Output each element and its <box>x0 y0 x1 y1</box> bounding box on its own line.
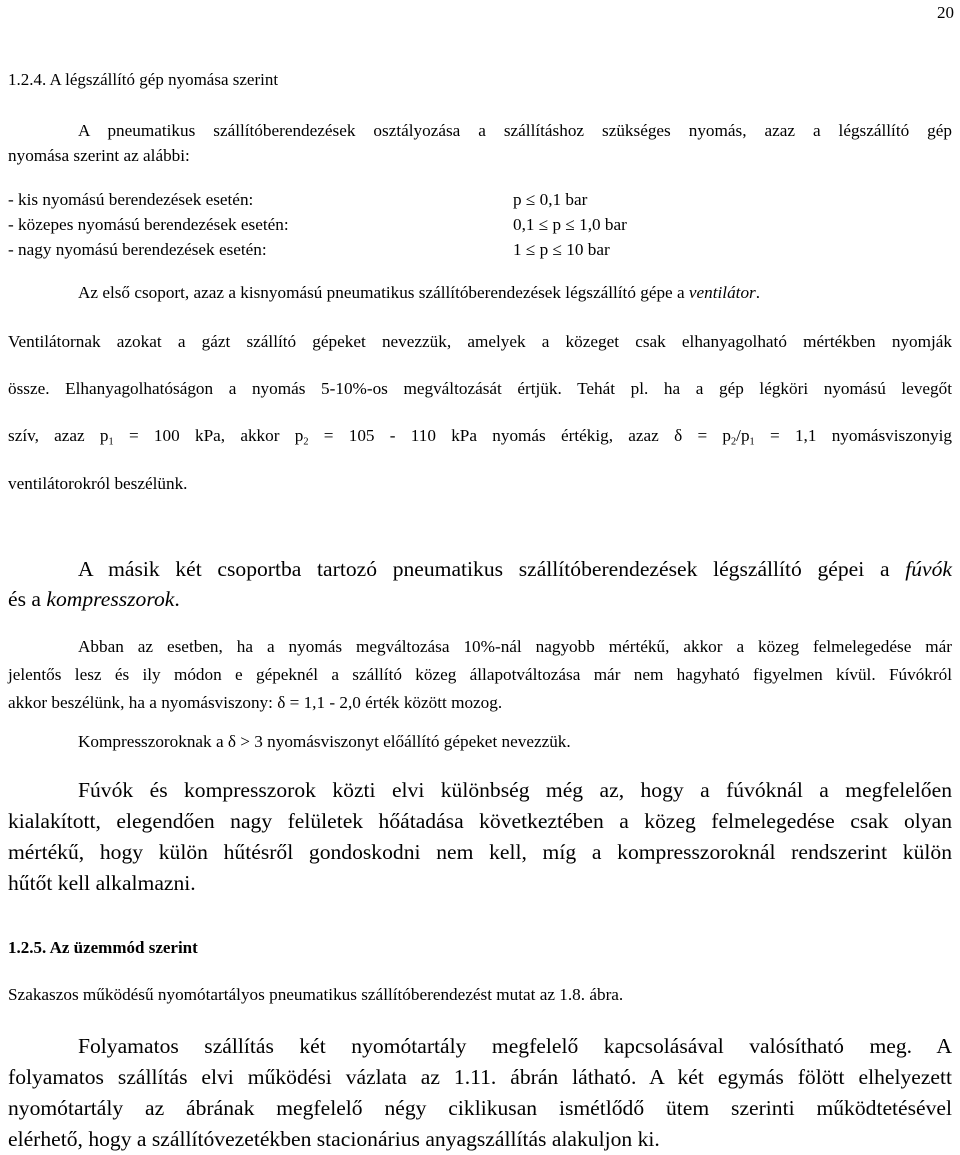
fuvo-paragraph <box>8 633 952 717</box>
list-item <box>8 187 708 212</box>
text-fragment: és a <box>8 587 41 611</box>
text-fragment: = 100 kPa, akkor p <box>113 426 304 445</box>
text-line: Ventilátornak azokat a gázt szállító gépeket nevezzük, amelyek a közeget csak elhanyagolható mértékben nyomják <box>8 332 952 351</box>
text-line: mértékű, hogy külön hűtésről gondoskodni nem kell, míg a kompresszoroknál rendszerint külön <box>8 840 952 864</box>
intro-paragraph <box>8 118 952 168</box>
text-fragment: = 1,1 nyomásviszonyig <box>754 426 953 445</box>
list-item-value: 1 ≤ p ≤ 10 bar <box>513 240 610 259</box>
pressure-class-list <box>8 187 708 262</box>
text-line <box>8 554 952 584</box>
subscript: 2 <box>303 436 309 448</box>
text-line: folyamatos szállítás elvi működési vázlata az 1.11. ábrán látható. A két egymás fölött elhelyezett <box>8 1065 952 1089</box>
text-line: elérhető, hogy a szállítóvezetékben stacionárius anyagszállítás alakuljon ki. <box>8 1127 660 1151</box>
text-fragment: = 105 - 110 kPa nyomás értékig, azaz δ = p <box>308 426 732 445</box>
text-line: Folyamatos szállítás két nyomótartály megfelelő kapcsolásával valósítható meg. A <box>78 1034 952 1058</box>
ventilator-definition-line-3 <box>8 426 952 446</box>
ventilator-definition-line-1 <box>8 332 952 352</box>
subscript: 1 <box>108 436 114 448</box>
section-heading-1-2-4: 1.2.4. A légszállító gép nyomása szerint <box>8 70 279 89</box>
text-line: nyomótartály az ábrának megfelelő négy ciklikusan ismétlődő ütem szerinti működtetésével <box>8 1096 952 1120</box>
text-line: hűtőt kell alkalmazni. <box>8 871 196 895</box>
ventilator-sentence-text: Az első csoport, azaz a kisnyomású pneumatikus szállítóberendezések légszállító gépe a <box>78 283 685 302</box>
subscript: 2 <box>731 436 737 448</box>
ventilator-definition-line-4: ventilátorokról beszélünk. <box>8 474 188 493</box>
continuous-paragraph <box>8 1031 952 1155</box>
text-line <box>8 584 952 614</box>
page-number: 20 <box>937 3 954 22</box>
subscript: 1 <box>749 436 755 448</box>
other-groups-paragraph <box>8 554 952 614</box>
text-line: össze. Elhanyagolhatóságon a nyomás 5-10%-os megváltozását értjük. Tehát pl. ha a gép légköri nyomású levegőt <box>8 379 952 398</box>
text-fragment: . <box>174 587 180 611</box>
kompresszorok-term: kompresszorok <box>46 587 175 611</box>
section-heading-1-2-5 <box>8 938 198 958</box>
text-fragment: szív, azaz p <box>8 426 109 445</box>
intro-line-1: A pneumatikus szállítóberendezések osztályozása a szállításhoz szükséges nyomás, azaz a légszállító gép <box>78 121 952 140</box>
intro-line-2: nyomása szerint az alábbi: <box>8 146 190 165</box>
list-item <box>8 237 708 262</box>
text-line: Abban az esetben, ha a nyomás megváltozása 10%-nál nagyobb mértékű, akkor a közeg felmelegedése már <box>78 637 952 656</box>
text-fragment: /p <box>736 426 750 445</box>
list-item-label: - nagy nyomású berendezések esetén: <box>8 240 267 259</box>
list-item-label: - közepes nyomású berendezések esetén: <box>8 215 289 234</box>
list-item-value: p ≤ 0,1 bar <box>513 190 588 209</box>
section-heading-text: Az üzemmód szerint <box>49 938 198 957</box>
text-line: jelentős lesz és ily módon e gépeknél a szállító közeg állapotváltozása már nem hagyható figyelmen kívül. Fúvókról <box>8 665 952 684</box>
list-item-value: 0,1 ≤ p ≤ 1,0 bar <box>513 215 627 234</box>
ventilator-term: ventilátor <box>688 283 756 302</box>
text-fragment: A másik két csoportba tartozó pneumatikus szállítóberendezések légszállító gépei a <box>78 557 890 581</box>
section-heading-number: 1.2.5. <box>8 938 47 957</box>
ventilator-sentence <box>78 283 760 303</box>
text-line: kialakított, elegendően nagy felületek hőátadása következtében a közeg felmelegedése csak olyan <box>8 809 952 833</box>
ventilator-period: . <box>755 283 761 302</box>
pressure-ratio-line <box>8 426 952 446</box>
difference-paragraph <box>8 775 952 899</box>
intermittent-paragraph: Szakaszos működésű nyomótartályos pneumatikus szállítóberendezést mutat az 1.8. ábra. <box>8 985 624 1004</box>
ventilator-definition-line-2 <box>8 379 952 399</box>
list-item-label: - kis nyomású berendezések esetén: <box>8 190 254 209</box>
fuvok-term: fúvók <box>905 557 952 581</box>
text-line: Fúvók és kompresszorok közti elvi különbség még az, hogy a fúvóknál a megfelelően <box>78 778 952 802</box>
kompresszor-definition: Kompresszoroknak a δ > 3 nyomásviszonyt előállító gépeket nevezzük. <box>78 732 571 751</box>
text-line: akkor beszélünk, ha a nyomásviszony: δ = 1,1 - 2,0 érték között mozog. <box>8 693 503 712</box>
list-item <box>8 212 708 237</box>
